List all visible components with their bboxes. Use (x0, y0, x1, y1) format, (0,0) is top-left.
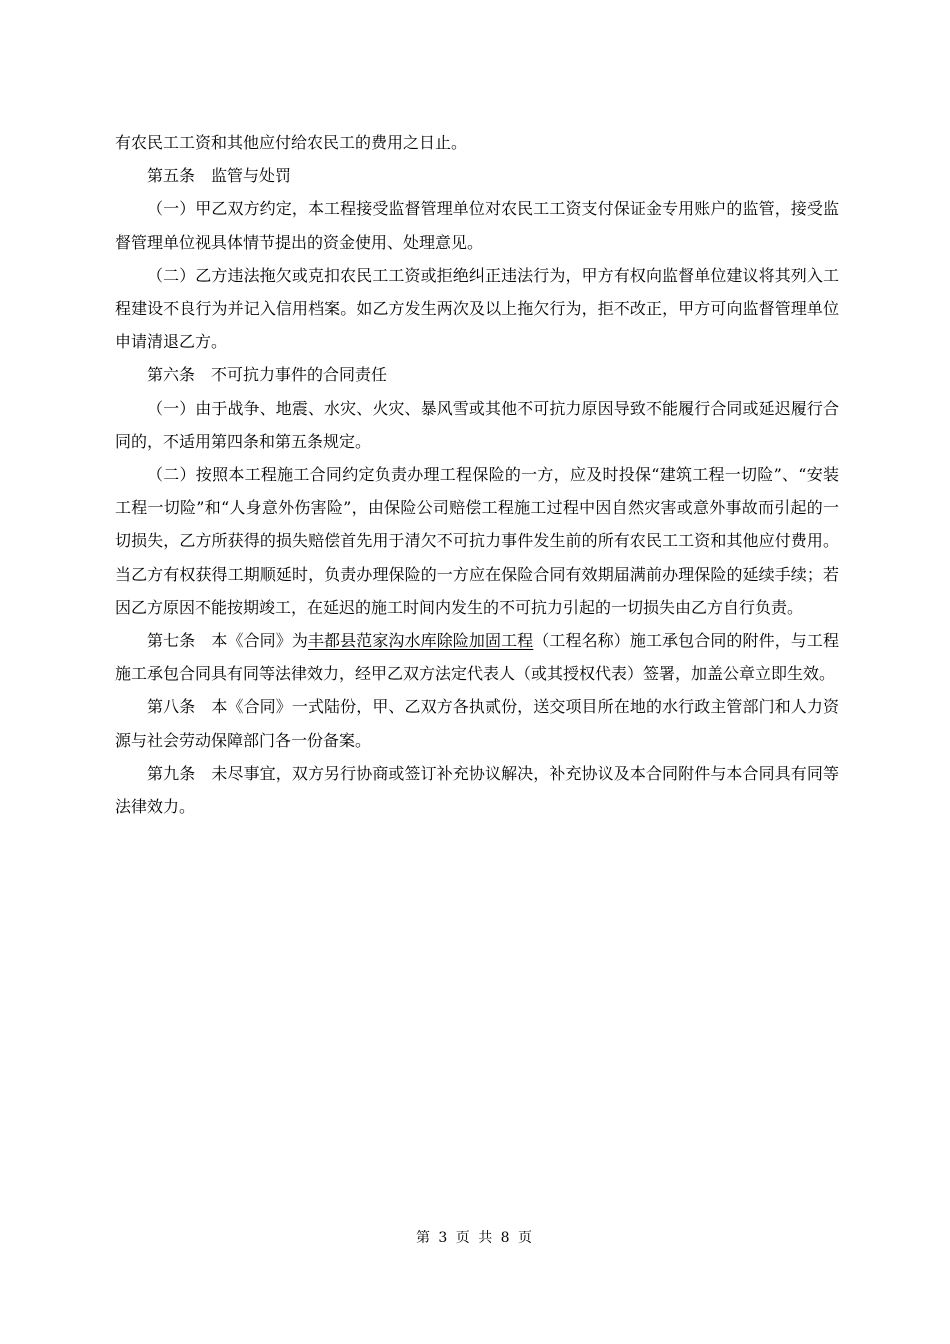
article-7 (115, 624, 839, 690)
paragraph-continuation: 有农民工工资和其他应付给农民工的费用之日止。 (115, 133, 468, 152)
article-6-heading: 第六条 不可抗力事件的合同责任 (147, 365, 388, 385)
document-body (115, 126, 839, 823)
project-name: 丰都县范家沟水库除险加固工程 (307, 631, 534, 651)
article-8: 第八条 本《合同》一式陆份，甲、乙双方各执贰份，送交项目所在地的水行政主管部门和人力资源与社会劳动保障部门各一份备案。 (115, 697, 839, 750)
article-7-lead: 第七条 本《合同》为 (147, 631, 308, 651)
article-7-rest: （工程名称）施工承包合同的附件，与工程施工承包合同具有同等法律效力，经甲乙双方法定代表人（或其授权代表）签署，加盖公章立即生效。 (115, 631, 839, 684)
article-5-clause-1: （一）甲乙双方约定，本工程接受监督管理单位对农民工工资支付保证金专用账户的监管，接受监督管理单位视具体情节提出的资金使用、处理意见。 (115, 199, 839, 252)
article-6-clause-1: （一）由于战争、地震、水灾、火灾、暴风雪或其他不可抗力原因导致不能履行合同或延迟履行合同的，不适用第四条和第五条规定。 (115, 398, 839, 451)
article-6-clause-2: （二）按照本工程施工合同约定负责办理工程保险的一方，应及时投保“建筑工程一切险”、“安装工程一切险”和“人身意外伤害险”，由保险公司赔偿工程施工过程中因自然灾害或意外事故而引起的一切损失，乙方所获得的损失赔偿首先用于清欠不可抗力事件发生前的所有农民工工资和其他应付费用。当乙方有权获得工期顺延时，负责办理保险的一方应在保险合同有效期届满前办理保险的延续手续；若因乙方原因不能按期竣工，在延迟的施工时间内发生的不可抗力引起的一切损失由乙方自行负责。 (115, 465, 839, 617)
article-9: 第九条 未尽事宜，双方另行协商或签订补充协议解决，补充协议及本合同附件与本合同具有同等法律效力。 (115, 763, 839, 817)
article-5-clause-2: （二）乙方违法拖欠或克扣农民工工资或拒绝纠正违法行为，甲方有权向监督单位建议将其列入工程建设不良行为并记入信用档案。如乙方发生两次及以上拖欠行为，拒不改正，甲方可向监督管理单位申请清退乙方。 (115, 265, 839, 352)
page-number-footer: 第 3 页 共 8 页 (415, 1230, 535, 1246)
article-5-heading: 第五条 监管与处罚 (147, 166, 292, 186)
